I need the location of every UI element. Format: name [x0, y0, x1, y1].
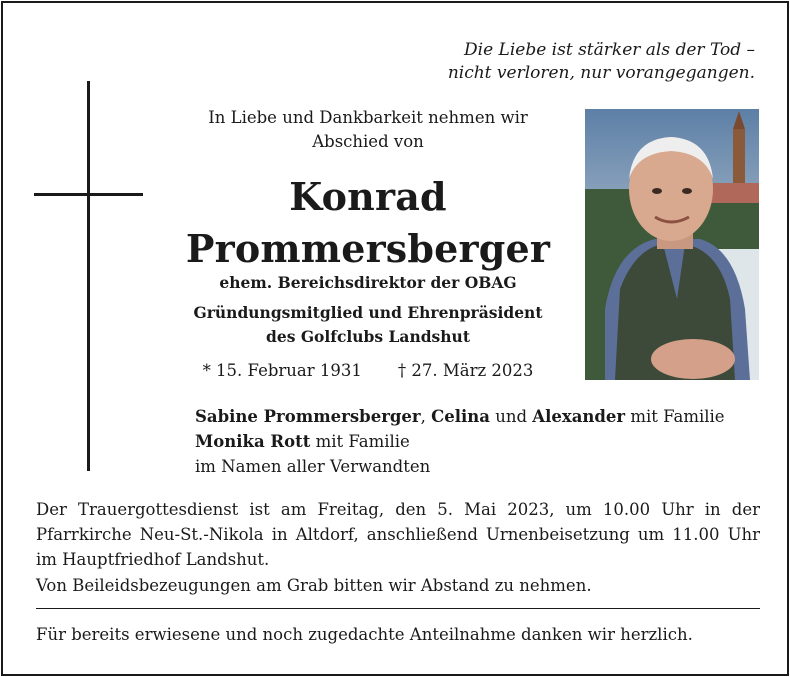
role-1: ehem. Bereichsdirektor der OBAG: [219, 273, 517, 292]
intro-line-1: In Liebe und Dankbarkeit nehmen wir: [208, 108, 528, 127]
roles: [163, 271, 573, 349]
mourners-line-2: [195, 429, 725, 454]
obituary-card: [1, 1, 789, 676]
mourners-line-1: [195, 404, 725, 429]
cross-icon-bar: [34, 193, 143, 196]
mourners-suffix: mit Familie: [310, 432, 410, 451]
mourner-name: Celina: [431, 407, 490, 426]
last-name: Prommersberger: [185, 226, 551, 271]
condolence-request: Von Beileidsbezeugungen am Grab bitten wir Abstand zu nehmen.: [36, 576, 592, 595]
divider: [36, 608, 760, 609]
motto-line-2: nicht verloren, nur vorangegangen.: [447, 63, 755, 83]
birth-date: * 15. Februar 1931: [202, 361, 362, 380]
role-2-line-1: Gründungsmitglied und Ehrenpräsident: [193, 303, 543, 322]
life-dates: [163, 359, 573, 383]
mourner-name: Alexander: [532, 407, 626, 426]
deceased-name: [163, 171, 573, 275]
mourners-line-3: im Namen aller Verwandten: [195, 457, 431, 476]
mourner-name: Sabine Prommersberger: [195, 407, 421, 426]
intro: [178, 106, 558, 154]
first-name: Konrad: [289, 174, 447, 219]
death-date: † 27. März 2023: [397, 361, 534, 380]
cross-icon: [87, 81, 90, 471]
service-information: Der Trauergottesdienst ist am Freitag, den 5. Mai 2023, um 10.00 Uhr in der Pfarrkirche Neu-St.-Nikola in Altdorf, anschließend Urnenbeisetzung um 11.00 Uhr im Hauptfriedhof Landshut.: [36, 500, 760, 569]
thanks-note: Für bereits erwiesene und noch zugedachte Anteilnahme danken wir herzlich.: [36, 625, 693, 644]
motto: [448, 39, 755, 85]
role-2-line-2: des Golfclubs Landshut: [266, 327, 470, 346]
mourner-name: Monika Rott: [195, 432, 311, 451]
mourners: [195, 404, 725, 479]
mourners-suffix: mit Familie: [625, 407, 725, 426]
mourners-conjunction: und: [489, 407, 533, 426]
motto-line-1: Die Liebe ist stärker als der Tod –: [464, 40, 755, 60]
intro-line-2: Abschied von: [312, 132, 424, 151]
portrait-photo: [585, 109, 759, 380]
mourners-separator: ,: [420, 407, 432, 426]
